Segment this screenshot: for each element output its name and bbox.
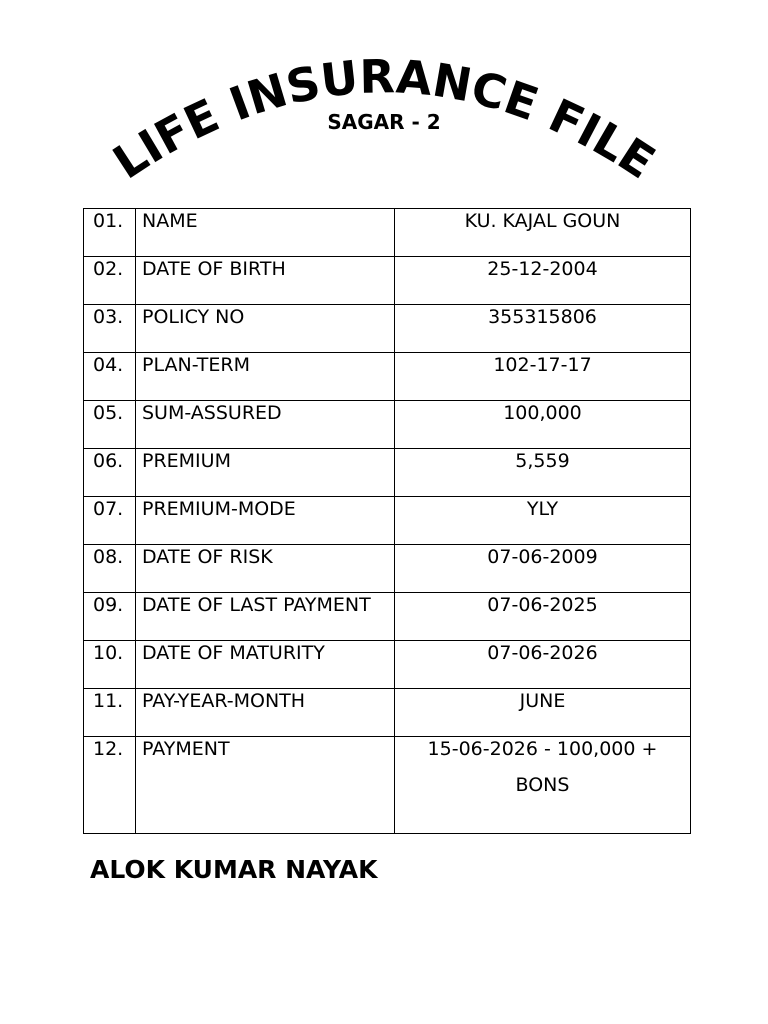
table-row [84,449,691,497]
document-subtitle: SAGAR - 2 [327,110,441,134]
policy-details-table [83,208,691,834]
row-label: PAY-YEAR-MONTH [136,689,395,737]
row-label: DATE OF MATURITY [136,641,395,689]
table-row [84,593,691,641]
row-value: KU. KAJAL GOUN [395,209,691,257]
row-number: 01. [84,209,136,257]
row-label: DATE OF BIRTH [136,257,395,305]
row-label: POLICY NO [136,305,395,353]
row-value: 100,000 [395,401,691,449]
row-number: 07. [84,497,136,545]
row-label: PREMIUM-MODE [136,497,395,545]
row-number: 10. [84,641,136,689]
row-number: 02. [84,257,136,305]
table-row [84,305,691,353]
document-title: LIFE INSURANCE FILE [103,49,665,190]
table-row [84,497,691,545]
row-value: 355315806 [395,305,691,353]
title-arc [0,0,768,200]
row-value [395,737,691,834]
row-value: 07-06-2025 [395,593,691,641]
row-label: NAME [136,209,395,257]
footer-agent-name: ALOK KUMAR NAYAK [90,855,378,884]
row-value: YLY [395,497,691,545]
row-number: 06. [84,449,136,497]
table-row [84,641,691,689]
table-row [84,257,691,305]
row-value: 5,559 [395,449,691,497]
row-number: 04. [84,353,136,401]
row-label: PREMIUM [136,449,395,497]
row-number: 03. [84,305,136,353]
row-number: 09. [84,593,136,641]
table-row [84,209,691,257]
row-label: DATE OF RISK [136,545,395,593]
row-value-line-2: BONS [515,774,570,796]
row-label: PAYMENT [136,737,395,834]
row-value: 25-12-2004 [395,257,691,305]
table-row [84,353,691,401]
table-row [84,737,691,834]
row-number: 12. [84,737,136,834]
row-value-line-1: 15-06-2026 - 100,000 + [427,738,658,760]
row-value: 07-06-2026 [395,641,691,689]
table-row [84,401,691,449]
row-number: 11. [84,689,136,737]
table-row [84,545,691,593]
row-value: 07-06-2009 [395,545,691,593]
row-value: 102-17-17 [395,353,691,401]
row-number: 08. [84,545,136,593]
row-label: PLAN-TERM [136,353,395,401]
row-number: 05. [84,401,136,449]
row-value: JUNE [395,689,691,737]
row-label: DATE OF LAST PAYMENT [136,593,395,641]
row-label: SUM-ASSURED [136,401,395,449]
